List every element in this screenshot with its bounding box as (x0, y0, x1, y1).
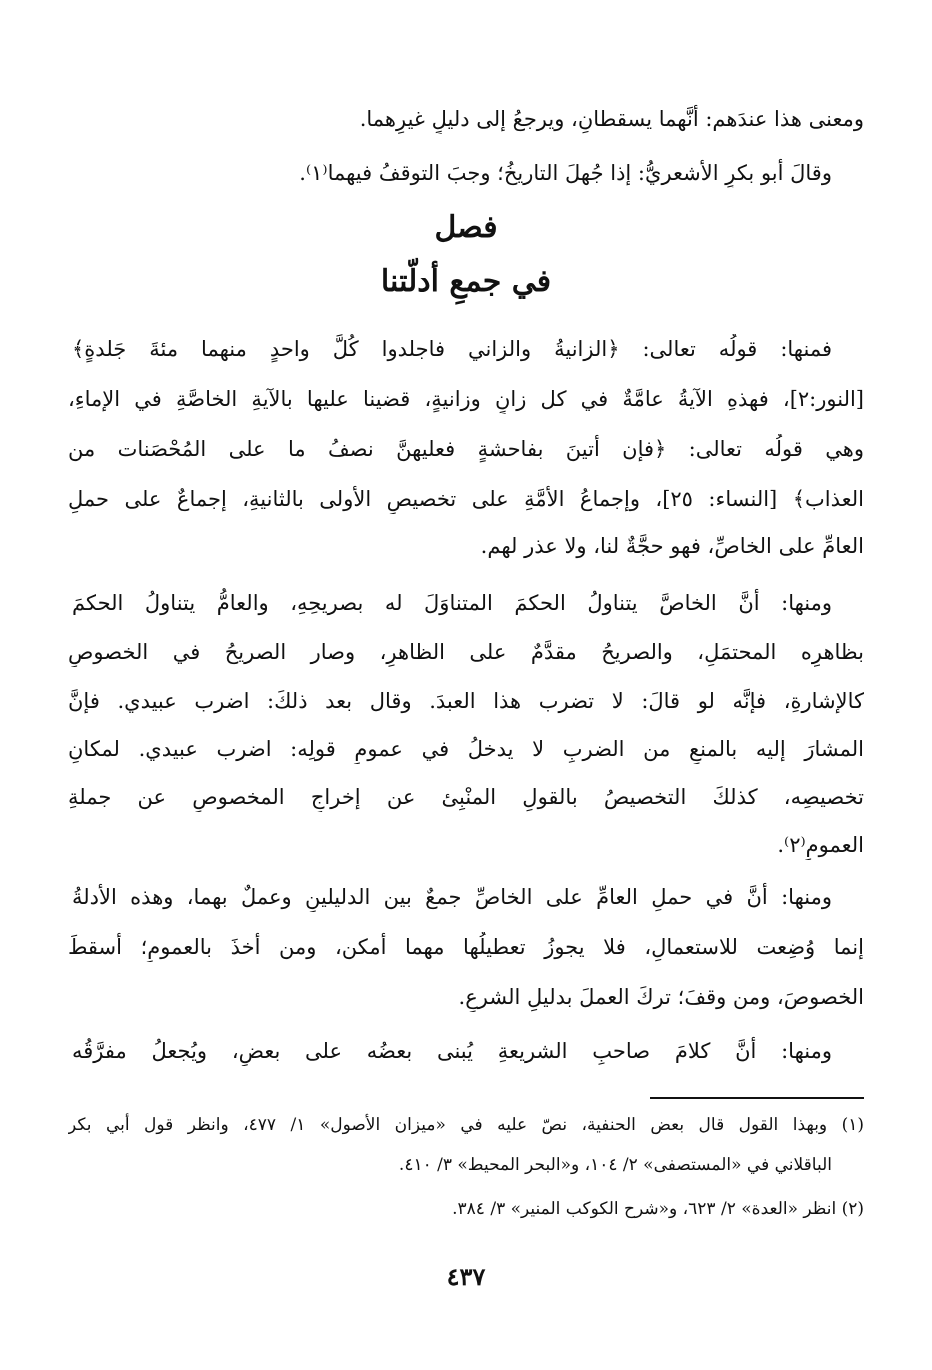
body-line: العمومِ⁽٢⁾. (777, 833, 864, 857)
body-line: الخصوصَ، ومن وقفَ؛ تركَ العملَ بدليلِ الشرعِ. (458, 985, 864, 1009)
body-line: [النور:٢]، فهذهِ الآيةُ عامَّةٌ في كل زانٍ وزانيةٍ، قضينا عليها بالآيةِ الخاصَّةِ في الإماءِ، (68, 387, 864, 411)
body-line: ومنها: أنَّ في حملِ العامِّ على الخاصِّ جمعٌ بين الدليلينِ وعملٌ بهما، وهذه الأدلةُ (72, 885, 832, 909)
body-line: ومنها: أنَّ كلامَ صاحبِ الشريعةِ يُبنى بعضُه على بعضٍ، ويُجعلُ مفرَّقُه (72, 1039, 832, 1063)
footnote-line: (١) وبهذا القول قال بعض الحنفية، نصّ عليه في «ميزان الأصول» ١/ ٤٧٧، وانظر قول أبي بكر (68, 1115, 864, 1135)
body-line: وهي قولُه تعالى: ﴿فإن أتينَ بفاحشةٍ فعليهنَّ نصفُ ما على المُحْصَنات من (68, 437, 864, 461)
body-line: المشارَ إليه بالمنعِ من الضربِ لا يدخلُ في عمومِ قولِه: اضرب عبيدي. لمكانِ (68, 737, 864, 761)
footnote-separator (650, 1097, 864, 1099)
page-number: ٤٣٧ (446, 1262, 486, 1291)
body-line: كالإشارةِ، فإنَّه لو قالَ: لا تضرب هذا العبدَ. وقال بعد ذلكَ: اضرب عبيدي. فإنَّ (68, 689, 864, 713)
section-subheading: في جمعِ أدلّتنا (380, 264, 552, 299)
footnote-line: الباقلاني في «المستصفى» ٢/ ١٠٤، و«البحر المحيط» ٣/ ٤١٠. (398, 1155, 832, 1175)
body-line: إنما وُضِعت للاستعمالِ، فلا يجوزُ تعطيلُها مهما أمكن، ومن أخذَ بالعمومِ؛ أسقطَ (68, 935, 864, 959)
body-line: ومنها: أنَّ الخاصَّ يتناولُ الحكمَ المتناوَلَ له بصريحِهِ، والعامُّ يتناولُ الحكمَ (72, 591, 832, 615)
body-line: العامِّ على الخاصِّ، فهو حجَّةٌ لنا، ولا عذر لهم. (480, 534, 864, 558)
body-line: العذاب﴾ [النساء: ٢٥]، وإجماعُ الأمَّةِ على تخصيصِ الأولى بالثانيةِ، إجماعٌ على حملِ (68, 487, 864, 511)
footnote-line: (٢) انظر «العدة» ٢/ ٦٢٣، و«شرح الكوكب المنير» ٣/ ٣٨٤. (452, 1199, 864, 1219)
body-line: ومعنى هذا عندَهم: أنَّهما يسقطانِ، ويرجعُ إلى دليلٍ غيرِهما. (359, 107, 864, 131)
body-line: تخصيصِه، كذلكَ التخصيصُ بالقولِ المنْبِئ عن إخراجِ المخصوصِ عن جملةِ (68, 785, 864, 809)
section-heading: فصل (434, 210, 498, 245)
body-line: فمنها: قولُه تعالى: ﴿الزانيةُ والزاني فاجلدوا كُلَّ واحدٍ منهما مئةَ جَلدةٍ﴾ (72, 337, 832, 361)
body-line: وقالَ أبو بكرٍ الأشعريُّ: إذا جُهلَ التاريخُ؛ وجبَ التوقفُ فيهما⁽١⁾. (299, 161, 832, 185)
body-line: بظاهرِه المحتمَلِ، والصريحُ مقدَّمٌ على الظاهرِ، وصار الصريحُ في الخصوصِ (68, 640, 864, 664)
